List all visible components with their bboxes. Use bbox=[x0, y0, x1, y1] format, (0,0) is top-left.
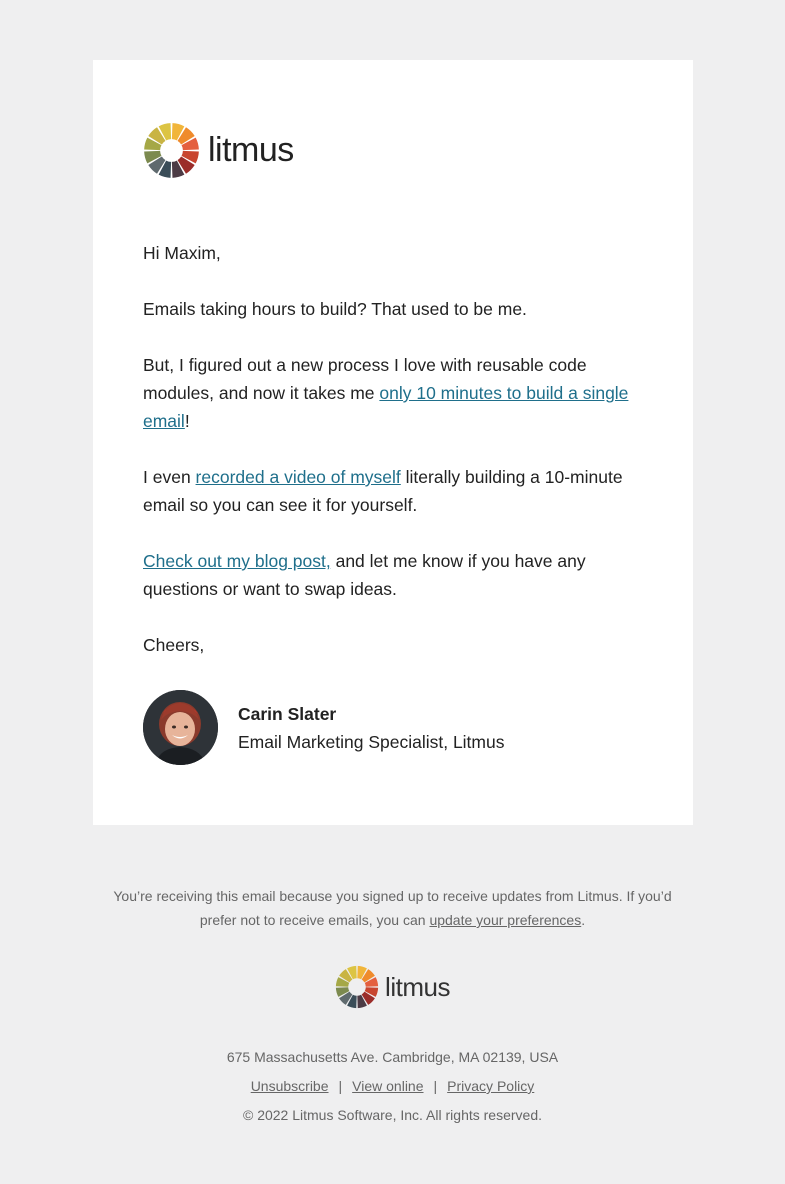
blog-post-link[interactable]: Check out my blog post, bbox=[143, 551, 331, 571]
footer bbox=[0, 884, 785, 1127]
footer-logo-wordmark: litmus bbox=[385, 972, 450, 1002]
separator: | bbox=[433, 1078, 438, 1094]
unsubscribe-link[interactable]: Unsubscribe bbox=[250, 1078, 329, 1094]
email-card bbox=[93, 60, 693, 825]
footer-copyright: © 2022 Litmus Software, Inc. All rights reserved. bbox=[242, 1107, 542, 1123]
footer-litmus-logo[interactable] bbox=[0, 964, 785, 1010]
paragraph-1: Emails taking hours to build? That used to be me. bbox=[143, 299, 527, 319]
disclaimer-text: You’re receiving this email because you signed up to receive updates from Litmus. If you’d prefer not to receive emails, you can bbox=[113, 888, 672, 928]
litmus-wheel-icon bbox=[143, 122, 200, 179]
litmus-logo[interactable] bbox=[143, 121, 294, 179]
logo-wordmark: litmus bbox=[208, 131, 294, 169]
paragraph-2-end: ! bbox=[184, 411, 190, 431]
paragraph-4-text: and let me know if you have any questions or want to swap ideas. bbox=[143, 551, 586, 599]
view-online-link[interactable]: View online bbox=[352, 1078, 424, 1094]
separator: | bbox=[338, 1078, 343, 1094]
privacy-policy-link[interactable]: Privacy Policy bbox=[447, 1078, 535, 1094]
paragraph-4 bbox=[143, 547, 643, 603]
closing: Cheers, bbox=[143, 635, 205, 655]
litmus-wheel-icon bbox=[335, 965, 379, 1009]
build-email-link[interactable]: only 10 minutes to build a single email bbox=[143, 383, 629, 431]
email-body bbox=[143, 239, 643, 687]
signature-text bbox=[238, 700, 504, 756]
greeting: Hi Maxim, bbox=[143, 243, 221, 263]
paragraph-3-text: I even bbox=[143, 467, 196, 487]
footer-disclaimer bbox=[108, 884, 678, 932]
paragraph-3-end: literally building a 10-minute email so you can see it for yourself. bbox=[143, 467, 623, 515]
avatar bbox=[143, 690, 218, 765]
paragraph-3 bbox=[143, 463, 643, 519]
footer-address: 675 Massachusetts Ave. Cambridge, MA 02139, USA bbox=[226, 1049, 559, 1065]
signature-title: Email Marketing Specialist, Litmus bbox=[238, 731, 505, 752]
update-preferences-link[interactable]: update your preferences bbox=[429, 912, 582, 928]
paragraph-2 bbox=[143, 351, 643, 435]
footer-links bbox=[0, 1074, 785, 1098]
signature bbox=[143, 690, 504, 765]
video-link[interactable]: recorded a video of myself bbox=[195, 467, 401, 487]
avatar-portrait-icon bbox=[143, 690, 218, 765]
signature-name: Carin Slater bbox=[238, 703, 337, 724]
paragraph-2-text: But, I figured out a new process I love with reusable code modules, and now it takes me bbox=[143, 355, 587, 403]
disclaimer-end: . bbox=[581, 912, 586, 928]
